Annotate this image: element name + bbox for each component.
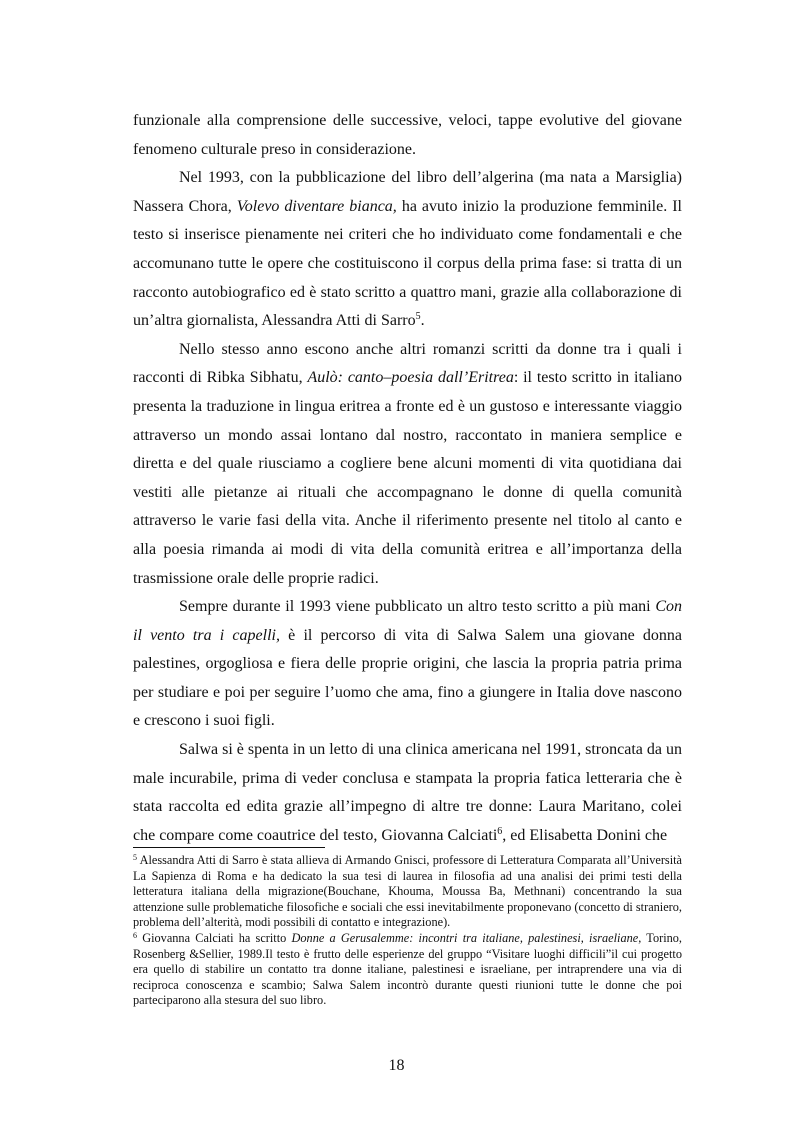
paragraph-text: Nel 1993, con la pubblicazione del libro dell’algerina (ma nata a Marsiglia) Nassera Chora, [133, 169, 682, 215]
footnote-separator [133, 847, 325, 848]
paragraph-text: è il percorso di vita di Salwa Salem una giovane donna palestines, orgogliosa e fiera delle proprie origini, che lascia la propria patria prima per studiare e poi per seguire l’uomo che ama, fino a giungere in Italia dove nascono e crescono i suoi figli. [133, 626, 682, 730]
footnote-reference: 5 [415, 311, 421, 323]
paragraph-text: , ed Elisabetta Donini che [502, 826, 668, 844]
paragraph-3 [133, 336, 682, 593]
paragraph-text: ha avuto inizio la produzione femminile. Il testo si inserisce pienamente nei criteri che ho individuato come fondamentali e che accomunano tutte le opere che costituiscono il corpus della prima fase: si tratta di un racconto autobiografico ed è stato scritto a quattro mani, grazie alla collaborazione di un’altra giornalista, Alessandra Atti di Sarro [133, 197, 683, 330]
footnotes [133, 853, 682, 1009]
footnote-number: 6 [133, 930, 137, 940]
footnote-text: , Torino, Rosenberg &Sellier, 1989.Il testo è frutto delle esperienze del gruppo “Visitare luoghi difficili”il cui progetto era quello di stabilire un contatto tra donne italiane, palestinesi e israeliane, per intraprendere una via di reciproca conoscenza e scambio; Salwa Salem incontrò durante questi riunioni tutte le donne che poi parteciparono alla stesura del suo libro. [133, 930, 682, 1008]
footnote-text: Alessandra Atti di Sarro è stata allieva di Armando Gnisci, professore di Letteratura Comparata all’Università La Sapienza di Roma e ha dedicato la sua tesi di laurea in filosofia ad una analisi dei primi testi della letteratura italiana della migrazione(Bouchane, Khouma, Moussa Ba, Methnani) concentrando la sua attenzione sulle problematiche filosofiche e sociali che essi inevitabilmente proponevano (concetto di straniero, problema dell’alterità, modi possibili di contatto e integrazione). [133, 853, 682, 930]
paragraph-text: Salwa si è spenta in un letto di una clinica americana nel 1991, stroncata da un male incurabile, prima di veder conclusa e stampata la propria fatica letteraria che è stata raccolta ed edita grazie all’impegno di altre tre donne: Laura Maritano, colei che compare come coautrice del testo, Giovanna Calciati [133, 741, 682, 844]
book-title: Volevo diventare bianca, [236, 197, 397, 215]
book-title: Con il vento tra i capelli, [133, 598, 682, 644]
footnote-text: Giovanna Calciati ha scritto [137, 930, 292, 945]
paragraph-text: Nello stesso anno escono anche altri romanzi scritti da donne tra i quali i racconti di Ribka Sibhatu, [133, 340, 682, 387]
paragraph-text: . [420, 312, 425, 330]
book-title: Aulò: canto–poesia dall’Eritrea [307, 369, 514, 387]
page-number: 18 [388, 1057, 405, 1074]
footnote-reference: 6 [497, 825, 503, 837]
footnote-6 [133, 931, 682, 1009]
paragraph-text: : il testo scritto in italiano presenta la traduzione in lingua eritrea a fronte ed è un gustoso e interessante viaggio attraverso un mondo assai lontano dal nostro, raccontato in maniera semplice e diretta e del quale riusciamo a cogliere bene alcuni momenti di vita quotidiana dai vestiti alle pietanze ai rituali che accompagnano le donne di quella comunità attraverso le varie fasi della vita. Anche il riferimento presente nel titolo al canto e alla poesia rimanda ai modi di vita della comunità eritrea e all’importanza della trasmissione orale delle proprie radici. [133, 369, 682, 587]
paragraph-text: Sempre durante il 1993 viene pubblicato un altro testo scritto a più mani [179, 598, 656, 616]
footnote-number: 5 [133, 853, 137, 862]
paragraph-text: funzionale alla comprensione delle successive, veloci, tappe evolutive del giovane fenomeno culturale preso in considerazione. [133, 112, 682, 158]
paragraph-2 [133, 164, 682, 336]
paragraph-4 [133, 593, 682, 736]
body-text [133, 107, 682, 850]
paragraph-5 [133, 736, 682, 850]
footnote-5 [133, 853, 682, 931]
book-title: Donne a Gerusalemme: incontri tra italiane, palestinesi, israeliane [291, 930, 639, 945]
paragraph-1 [133, 107, 682, 164]
